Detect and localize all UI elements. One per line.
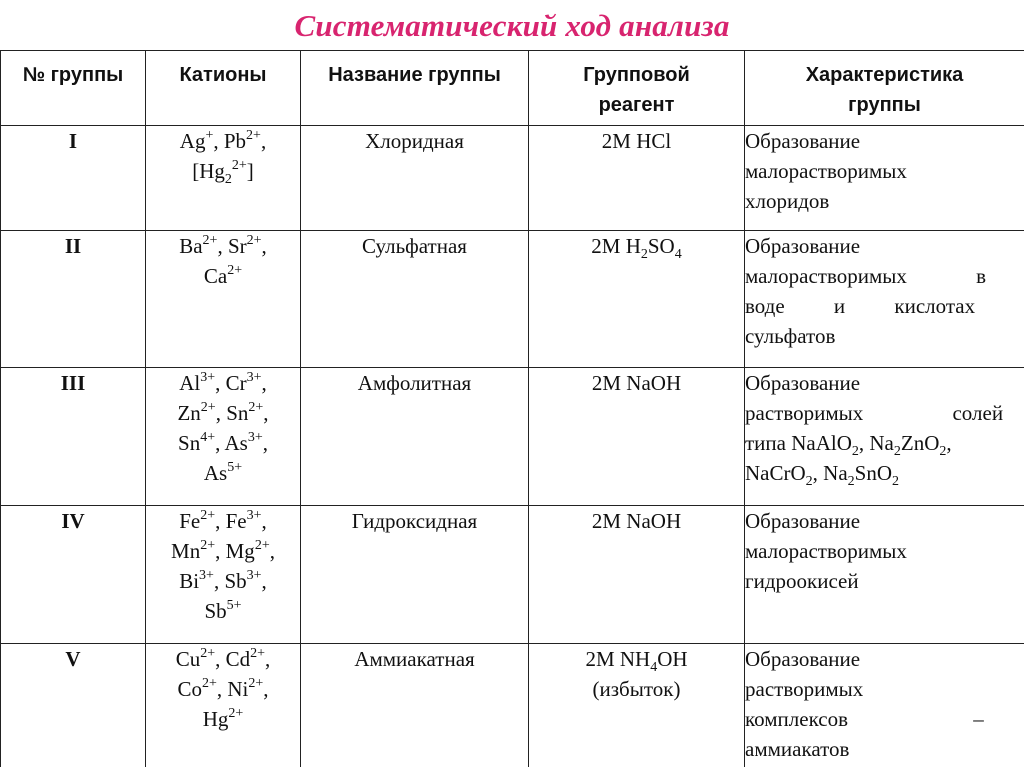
header-char-line1: Характеристика: [805, 64, 964, 86]
group-characteristic: Образование растворимых солей типа NaAlO$_2$, $Na_2ZnO_2$, NaCrO$_2$, $Na_2SnO_2$: [745, 368, 1024, 506]
group-number: IV: [1, 506, 146, 644]
header-reagent-line1: Групповой: [583, 64, 690, 86]
group-cations: $Ba^{2+}$, $Sr^{2+}$, $Ca^{2+}$: [146, 231, 301, 368]
table-row: [1, 126, 1024, 231]
table-row: [1, 506, 1024, 644]
page-title: Систематический ход анализа: [294, 8, 730, 43]
group-number: I: [1, 126, 146, 231]
table-row: [1, 231, 1024, 368]
group-name: Аммиакатная: [301, 644, 529, 767]
table-row: [1, 368, 1024, 506]
group-name: Хлоридная: [301, 126, 529, 231]
group-number: II: [1, 231, 146, 368]
group-cations: $Al^{3+}$, $Cr^{3+}$, $Zn^{2+}$, $Sn^{2+}$, $Sn^{4+}$, $As^{3+}$, $As^{5+}$: [146, 368, 301, 506]
group-characteristic: Образование малорастворимых гидроокисей: [745, 506, 1024, 644]
group-reagent: 2M NaOH: [529, 506, 745, 644]
group-cations: $Fe^{2+}$, $Fe^{3+}$, $Mn^{2+}$, $Mg^{2+}$, $Bi^{3+}$, $Sb^{3+}$, $Sb^{5+}$: [146, 506, 301, 644]
group-name: Сульфатная: [301, 231, 529, 368]
group-cations: Ag+, $Pb^{2+}$, $[Hg_2^{2+}]$: [146, 126, 301, 231]
header-char-line2: группы: [848, 94, 921, 116]
group-characteristic: Образование растворимых комплексов – аммиакатов: [745, 644, 1024, 767]
group-name: Гидроксидная: [301, 506, 529, 644]
header-reagent-line2: реагент: [598, 94, 675, 116]
group-characteristic: Образование малорастворимых хлоридов: [745, 126, 1024, 231]
group-reagent: 2M HCl: [529, 126, 745, 231]
header-group-number: № группы: [1, 51, 146, 126]
table-header-row: [1, 51, 1024, 126]
header-cations: Катионы: [146, 51, 301, 126]
header-group-reagent: [529, 51, 745, 126]
group-reagent: 2M $H_2SO_4$: [529, 231, 745, 368]
header-group-characteristic: [745, 51, 1024, 126]
analysis-table: [0, 50, 1024, 767]
group-reagent: 2M NaOH: [529, 368, 745, 506]
group-name: Амфолитная: [301, 368, 529, 506]
group-number: V: [1, 644, 146, 767]
group-cations: $Cu^{2+}$, $Cd^{2+}$, $Co^{2+}$, $Ni^{2+}$, $Hg^{2+}$: [146, 644, 301, 767]
header-group-name: Название группы: [301, 51, 529, 126]
group-number: III: [1, 368, 146, 506]
table-row: [1, 644, 1024, 767]
group-characteristic: Образование малорастворимых в воде и кислотах сульфатов: [745, 231, 1024, 368]
group-reagent: 2M $NH_4OH$ (избыток): [529, 644, 745, 767]
